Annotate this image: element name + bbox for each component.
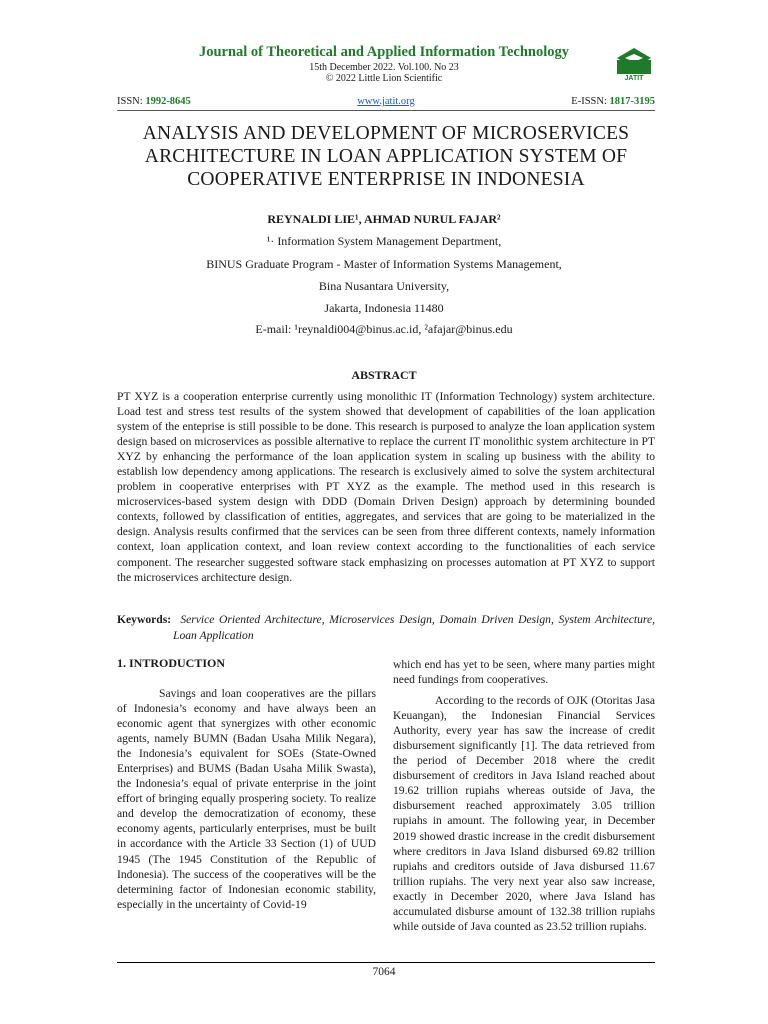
journal-url-link[interactable]: www.jatit.org (357, 96, 415, 107)
journal-title: Journal of Theoretical and Applied Information Technology (198, 44, 570, 60)
affiliation-line: ¹· Information System Management Department, (266, 234, 502, 248)
abstract-text: PT XYZ is a cooperation enterprise currently using monolithic IT (Information Technology) system architecture. Load test and stress test results of the system showed that development of capabilities of the loan application system of the enteprise is still possible to be done. This research is purposed to analyze the loan application system design based on microservices as possible alternative to replace the current IT monolithic system architecture in PT XYZ by enhancing the performance of the loan application system in scaling up business with the ability to establish low dependency among applications. The research is exclusively aimed to solve the system architectural problem in cooperative enterprises with PT XYZ as the example. The method used in this research is microservices-based system design with DDD (Domain Driven Design) approach by determining bounded contexts, followed by classification of entities, aggregates, and services that are going to be materialized in the design. Analysis results confirmed that the services can be seen from three different contexts, namely information context, loan application context, and loan review context according to the functionalities of each service component. The researcher suggested software stack emphasizing on processes automation at PT XYZ to support the microservices architecture design. (117, 390, 655, 584)
affiliation-line: Bina Nusantara University, (318, 279, 450, 293)
email-line: E-mail: ¹reynaldi004@binus.ac.id, ²afajar@binus.edu (255, 322, 513, 336)
authors: REYNALDI LIE¹, AHMAD NURUL FAJAR² (267, 212, 501, 226)
eissn: E-ISSN: 1817-3195 (571, 96, 655, 107)
keywords (117, 612, 655, 644)
jatit-logo-icon (615, 46, 653, 82)
header-rule (117, 110, 655, 111)
keywords-label: Keywords: (117, 613, 172, 626)
keywords-list: Service Oriented Architecture, Microservices Design, Domain Driven Design, System Architecture, Loan Application (173, 613, 656, 642)
page-number: 7064 (372, 966, 396, 978)
intro-right-column (393, 657, 655, 934)
paper-title: ANALYSIS AND DEVELOPMENT OF MICROSERVICES ARCHITECTURE IN LOAN APPLICATION SYSTEM OF COOPERATIVE ENTERPRISE IN INDONESIA (142, 123, 630, 190)
copyright-line: © 2022 Little Lion Scientific (325, 73, 443, 84)
intro-left-column (117, 686, 376, 912)
paragraph: According to the records of OJK (Otoritas Jasa Keuangan), the Indonesian Financial Services Authority, every year has saw the increase of credit disbursement significantly [1]. The data retrieved from the period of December 2018 where the credit disbursement of creditors in Java Island reached about 19.62 trillion rupiahs whereas outside of Java, the disbursement reached approximately 3.05 trillion rupiahs in amount. The following year, in December 2019 showed drastic increase in the credit disbursement where creditors in Java Island disbursed 69.82 trillion rupiahs and creditors outside of Java disbursed 11.67 trillion rupiahs. The very next year also saw increase, exactly in December 2020, where Java Island has accumulated disburse amount of 132.38 trillion rupiahs while outside of Java counted as 23.52 trillion rupiahs. (393, 694, 655, 933)
affiliation-line: BINUS Graduate Program - Master of Information Systems Management, (206, 257, 562, 271)
section-heading-introduction: 1. INTRODUCTION (117, 656, 226, 670)
paragraph: Savings and loan cooperatives are the pillars of Indonesia’s economy and have always been an economic agent that synergizes with other economic agents, namely BUMN (Badan Usaha Milik Negara), the Indonesia’s equivalent for SOEs (State-Owned Enterprises) and BUMS (Badan Usaha Milik Swasta), the Indonesia’s equal of private enterprise in the joint effort of bringing equally prospering society. To realize and develop the democratization of economy, these economy agents, particularly enterprises, must be built in accordance with the Article 33 Section (1) of UUD 1945 (The 1945 Constitution of the Republic of Indonesia). The success of the cooperatives will be the determining factor of Indonesian economic stability, especially in the uncertainty of Covid-19 (117, 687, 376, 911)
issue-date-line: 15th December 2022. Vol.100. No 23 (309, 62, 459, 73)
abstract-heading: ABSTRACT (351, 368, 417, 382)
logo-text: JATIT (624, 75, 644, 82)
paragraph: which end has yet to be seen, where many parties might need fundings from cooperatives. (393, 658, 655, 687)
issn: ISSN: 1992-8645 (117, 96, 191, 107)
affiliation-line: Jakarta, Indonesia 11480 (324, 301, 444, 315)
footer-rule (117, 962, 655, 963)
